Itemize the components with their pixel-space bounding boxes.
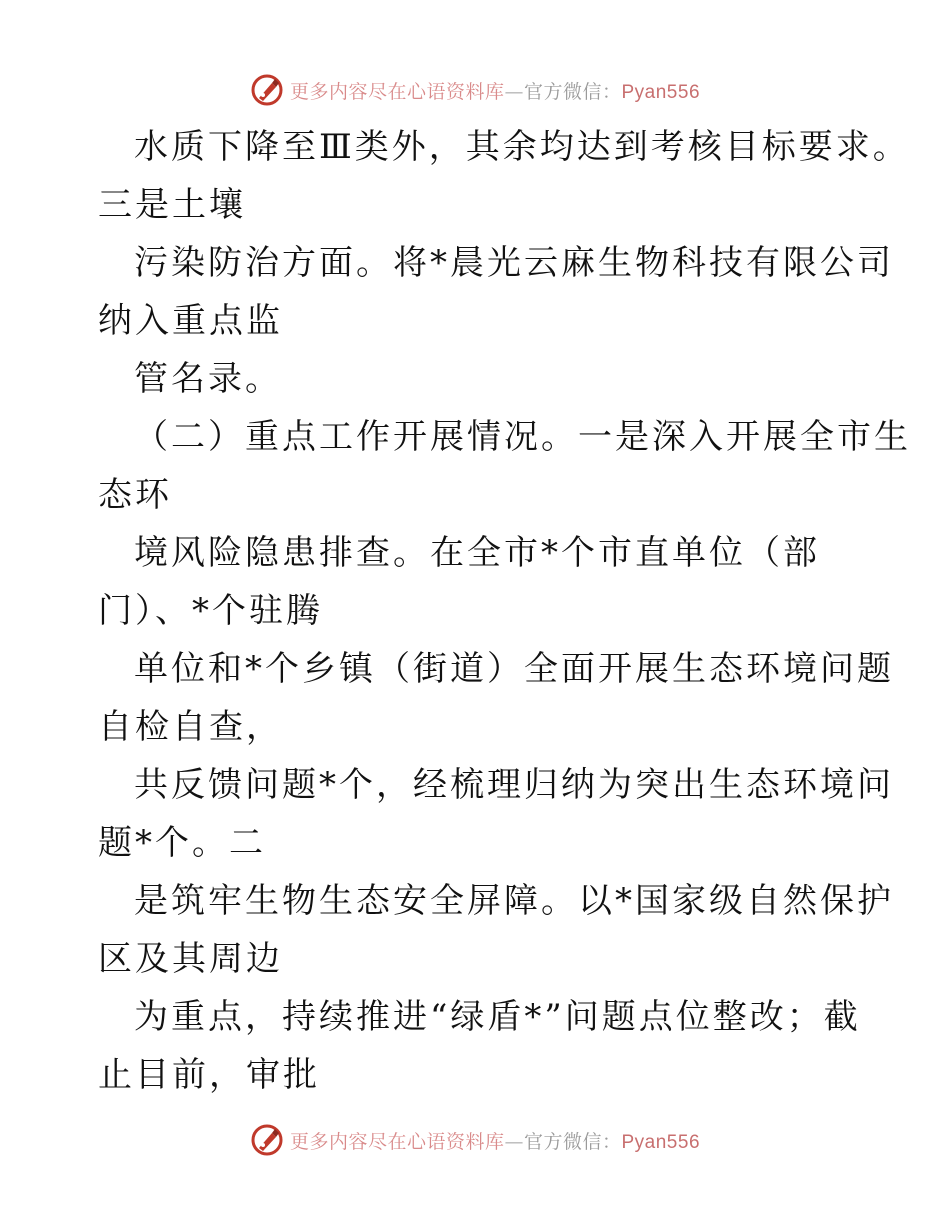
- watermark-site-name: 更多内容尽在心语资料库: [289, 80, 505, 103]
- body-line: 态环: [98, 475, 172, 515]
- body-line: 门）、*个驻腾: [98, 591, 323, 631]
- watermark-official-label: 官方微信：: [523, 1130, 622, 1153]
- body-line: 止目前，审批: [98, 1055, 320, 1095]
- watermark-text: [290, 77, 700, 104]
- body-line: 自检自查，: [98, 707, 283, 747]
- watermark-wechat-id: Pyan556: [621, 1131, 701, 1153]
- body-line: 为重点，持续推进“绿盾*”问题点位整改；截: [134, 997, 861, 1037]
- body-line: 三是土壤: [98, 185, 246, 225]
- watermark-dash: —: [504, 80, 524, 103]
- body-line: 管名录。: [134, 359, 282, 399]
- pen-logo-icon: [250, 1123, 284, 1157]
- body-line: 是筑牢生物生态安全屏障。以*国家级自然保护: [134, 881, 894, 921]
- watermark-text: [290, 1127, 700, 1154]
- body-line: 水质下降至Ⅲ类外，其余均达到考核目标要求。: [134, 127, 910, 167]
- watermark-dash: —: [504, 1130, 524, 1153]
- body-line: 境风险隐患排查。在全市*个市直单位（部: [134, 533, 820, 573]
- body-line: 单位和*个乡镇（街道）全面开展生态环境问题: [134, 649, 894, 689]
- body-line: 题*个。二: [98, 823, 266, 863]
- footer-watermark: [0, 1120, 950, 1160]
- body-line: 共反馈问题*个，经梳理归纳为突出生态环境问: [134, 765, 894, 805]
- pen-logo-icon: [250, 73, 284, 107]
- watermark-official-label: 官方微信：: [523, 80, 622, 103]
- watermark-wechat-id: Pyan556: [621, 81, 701, 103]
- body-line: 区及其周边: [98, 939, 283, 979]
- header-watermark: [0, 70, 950, 110]
- body-line: 污染防治方面。将*晨光云麻生物科技有限公司: [134, 243, 894, 283]
- body-line: （二）重点工作开展情况。一是深入开展全市生: [134, 417, 911, 457]
- body-line: 纳入重点监: [98, 301, 283, 341]
- watermark-site-name: 更多内容尽在心语资料库: [289, 1130, 505, 1153]
